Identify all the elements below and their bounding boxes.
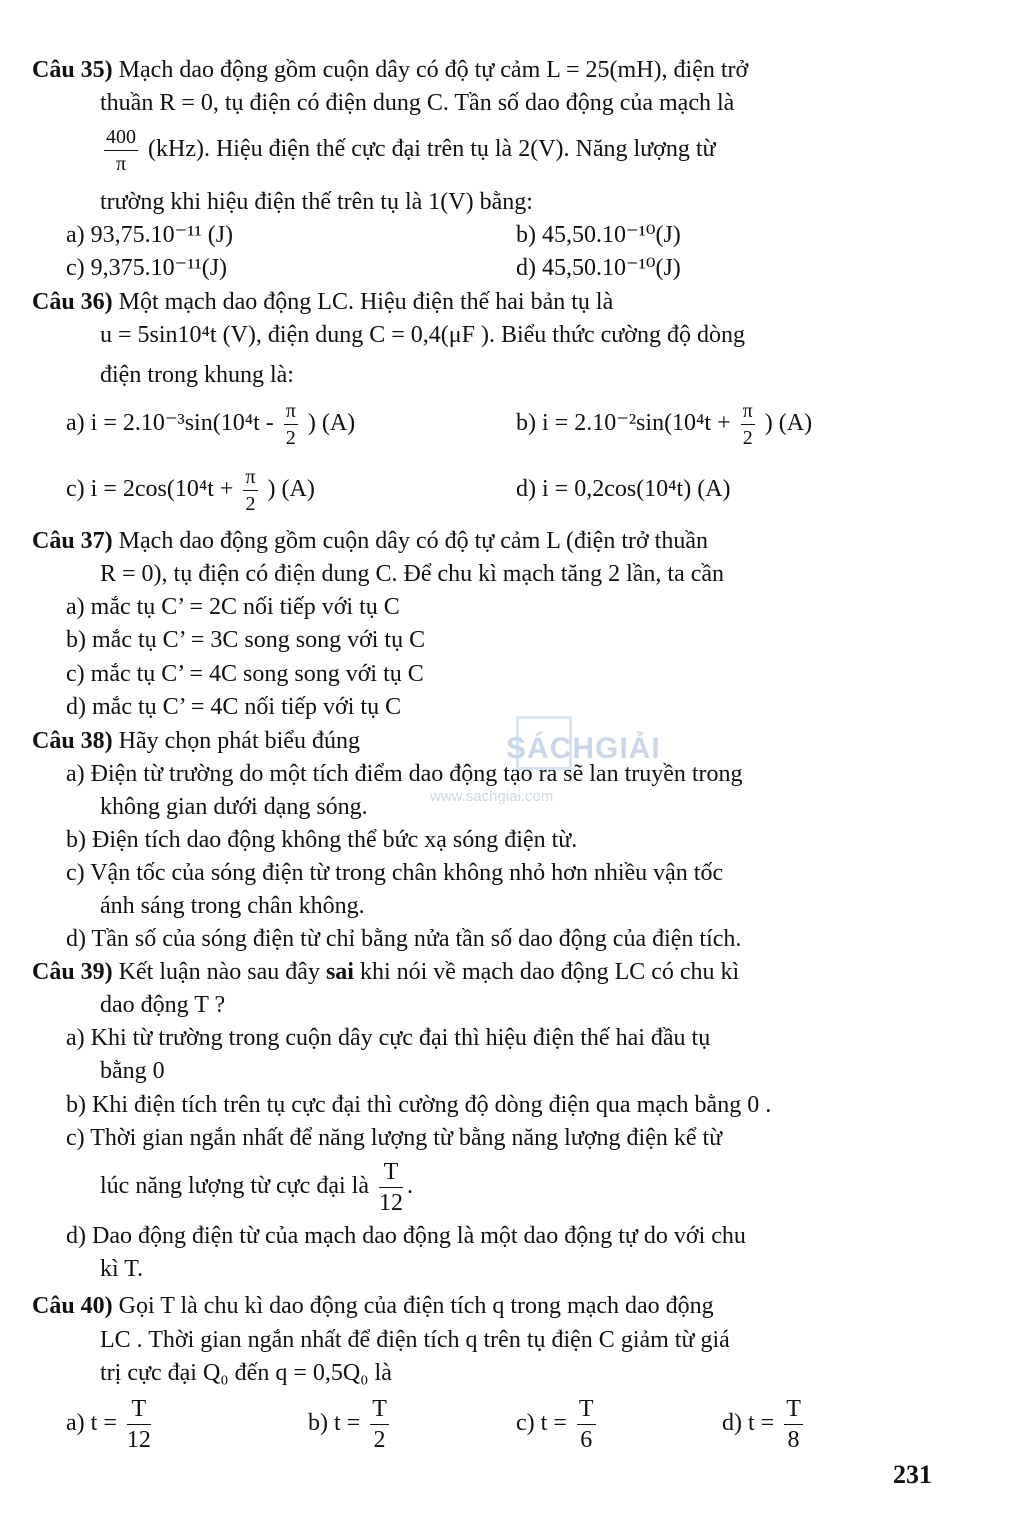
q38-option-a-2: không gian dưới dạng sóng.	[100, 794, 368, 820]
page-number: 231	[893, 1460, 932, 1489]
q39-option-a-1: a) Khi từ trường trong cuộn dây cực đại thì hiệu điện thế hai đầu tụ	[66, 1025, 711, 1051]
q36-c-post: ) (A)	[267, 476, 315, 502]
q35-line-3	[100, 124, 716, 174]
q39-c2-post: .	[406, 1173, 413, 1200]
q40-b-pre: b) t =	[308, 1410, 361, 1437]
q37-option-d: d) mắc tụ C’ = 4C nối tiếp với tụ C	[66, 694, 402, 720]
q39-text-1-post: khi nói về mạch dao động LC có chu kì	[359, 959, 740, 985]
q38-option-c-1: c) Vận tốc của sóng điện từ trong chân không nhỏ hơn nhiều vận tốc	[66, 860, 724, 886]
q40-option-d	[722, 1397, 807, 1452]
q38-text-1: Hãy chọn phát biểu đúng	[118, 728, 360, 754]
q36-line-1	[32, 287, 613, 317]
q38-option-c-2: ánh sáng trong chân không.	[100, 893, 365, 919]
q36-b-num: π	[741, 401, 755, 425]
q36-heading: Câu 36)	[32, 289, 113, 315]
q36-c-num: π	[243, 467, 257, 491]
q39-c2-num: T	[379, 1160, 403, 1188]
q37-option-a: a) mắc tụ C’ = 2C nối tiếp với tụ C	[66, 594, 400, 620]
q40-a-den: 12	[126, 1427, 151, 1453]
q40-d-pre: d) t =	[722, 1410, 775, 1437]
q38-option-d: d) Tần số của sóng điện từ chỉ bằng nửa tần số dao động của điện tích.	[66, 926, 742, 952]
q35-option-b: b) 45,50.10⁻¹⁰(J)	[516, 222, 681, 248]
q36-option-b	[516, 398, 812, 448]
q40-option-c	[516, 1397, 600, 1452]
q36-b-post: ) (A)	[764, 410, 813, 436]
q39-c2-fraction	[379, 1160, 403, 1215]
q40-b-fraction	[370, 1397, 389, 1452]
watermark-brand: SÁCHGIẢI	[506, 732, 661, 765]
q40-d-num: T	[784, 1397, 803, 1425]
q36-a-den: 2	[285, 426, 296, 449]
q36-c-den: 2	[245, 492, 256, 515]
q39-text-1-bold: sai	[325, 959, 354, 985]
q39-c2-pre: lúc năng lượng từ cực đại là	[100, 1173, 369, 1200]
q36-option-d: d) i = 0,2cos(10⁴t) (A)	[516, 476, 731, 502]
q40-c-pre: c) t =	[516, 1410, 567, 1437]
q35-text-1: Mạch dao động gồm cuộn dây có độ tự cảm L = 25(mH), điện trở	[118, 57, 749, 83]
q36-line-3: điện trong khung là:	[100, 362, 294, 388]
q36-option-a	[66, 398, 355, 448]
q36-option-c	[66, 464, 315, 514]
q36-b-pre: b) i = 2.10⁻²sin(10⁴t +	[516, 410, 731, 436]
q36-c-fraction	[243, 467, 257, 514]
q36-a-fraction	[284, 401, 298, 448]
q40-a-pre: a) t =	[66, 1410, 117, 1437]
q39-option-d-2: kì T.	[100, 1256, 144, 1282]
q40-text-1: Gọi T là chu kì dao động của điện tích q trong mạch dao động	[118, 1293, 714, 1319]
q40-d-den: 8	[787, 1427, 800, 1453]
q36-line-2: u = 5sin10⁴t (V), điện dung C = 0,4(μF ). Biểu thức cường độ dòng	[100, 322, 745, 348]
q38-option-a-1: a) Điện từ trường do một tích điểm dao động tạo ra sẽ lan truyền trong	[66, 761, 743, 787]
q39-text-1-pre: Kết luận nào sau đây	[118, 959, 320, 985]
q35-frac-den: π	[115, 152, 127, 175]
q36-c-pre: c) i = 2cos(10⁴t +	[66, 476, 234, 502]
q40-a-fraction	[127, 1397, 151, 1452]
q39-option-d-1: d) Dao động điện từ của mạch dao động là một dao động tự do với chu	[66, 1223, 746, 1249]
q40-option-b	[308, 1397, 393, 1452]
q39-heading: Câu 39)	[32, 959, 113, 985]
q36-b-den: 2	[742, 426, 753, 449]
q37-heading: Câu 37)	[32, 528, 113, 554]
q39-line-1	[32, 957, 739, 987]
q40-c-num: T	[577, 1397, 596, 1425]
q40-line-2: LC . Thời gian ngắn nhất để điện tích q trên tụ điện C giảm từ giá	[100, 1327, 730, 1353]
q35-option-c: c) 9,375.10⁻¹¹(J)	[66, 255, 228, 281]
q35-option-a: a) 93,75.10⁻¹¹ (J)	[66, 222, 234, 248]
q38-line-1	[32, 726, 360, 756]
q35-line-2: thuần R = 0, tụ điện có điện dung C. Tần số dao động của mạch là	[100, 90, 735, 116]
q40-heading: Câu 40)	[32, 1293, 113, 1319]
q40-a-num: T	[127, 1397, 151, 1425]
q40-option-a	[66, 1397, 155, 1452]
q40-b-den: 2	[373, 1427, 386, 1453]
q39-option-a-2: bằng 0	[100, 1058, 165, 1084]
q36-a-num: π	[284, 401, 298, 425]
q40-line-3: trị cực đại Q₀ đến q = 0,5Q₀ là	[100, 1360, 392, 1386]
q37-text-1: Mạch dao động gồm cuộn dây có độ tự cảm L (điện trở thuần	[118, 528, 708, 554]
q39-c2-den: 12	[378, 1190, 403, 1216]
q39-option-c-1: c) Thời gian ngắn nhất để năng lượng từ bằng năng lượng điện kể từ	[66, 1125, 723, 1151]
q35-fraction	[104, 127, 138, 174]
q36-a-post: ) (A)	[307, 410, 356, 436]
q37-line-2: R = 0), tụ điện có điện dung C. Để chu kì mạch tăng 2 lần, ta cần	[100, 561, 725, 587]
q40-b-num: T	[370, 1397, 389, 1425]
q39-line-2: dao động T ?	[100, 992, 226, 1018]
q38-option-b: b) Điện tích dao động không thể bức xạ sóng điện từ.	[66, 827, 578, 853]
q37-option-b: b) mắc tụ C’ = 3C song song với tụ C	[66, 627, 426, 653]
q35-frac-num: 400	[104, 127, 138, 151]
q36-a-pre: a) i = 2.10⁻³sin(10⁴t -	[66, 410, 274, 436]
q36-text-1: Một mạch dao động LC. Hiệu điện thế hai bản tụ là	[118, 289, 614, 315]
q40-c-fraction	[577, 1397, 596, 1452]
q35-heading: Câu 35)	[32, 57, 113, 83]
watermark-url: www.sachgiai.com	[430, 788, 554, 805]
q40-d-fraction	[784, 1397, 803, 1452]
q40-c-den: 6	[580, 1427, 593, 1453]
q39-option-c-2	[100, 1160, 413, 1215]
q36-b-fraction	[741, 401, 755, 448]
q35-line-1	[32, 55, 748, 85]
q39-option-b: b) Khi điện tích trên tụ cực đại thì cường độ dòng điện qua mạch bằng 0 .	[66, 1092, 772, 1118]
q38-heading: Câu 38)	[32, 728, 113, 754]
q35-option-d: d) 45,50.10⁻¹⁰(J)	[516, 255, 681, 281]
q40-line-1	[32, 1291, 714, 1321]
q35-line-4: trường khi hiệu điện thế trên tụ là 1(V) bằng:	[100, 189, 533, 215]
q37-option-c: c) mắc tụ C’ = 4C song song với tụ C	[66, 661, 424, 687]
q37-line-1	[32, 526, 708, 556]
q35-text-3: (kHz). Hiệu điện thế cực đại trên tụ là 2(V). Năng lượng từ	[148, 136, 716, 162]
